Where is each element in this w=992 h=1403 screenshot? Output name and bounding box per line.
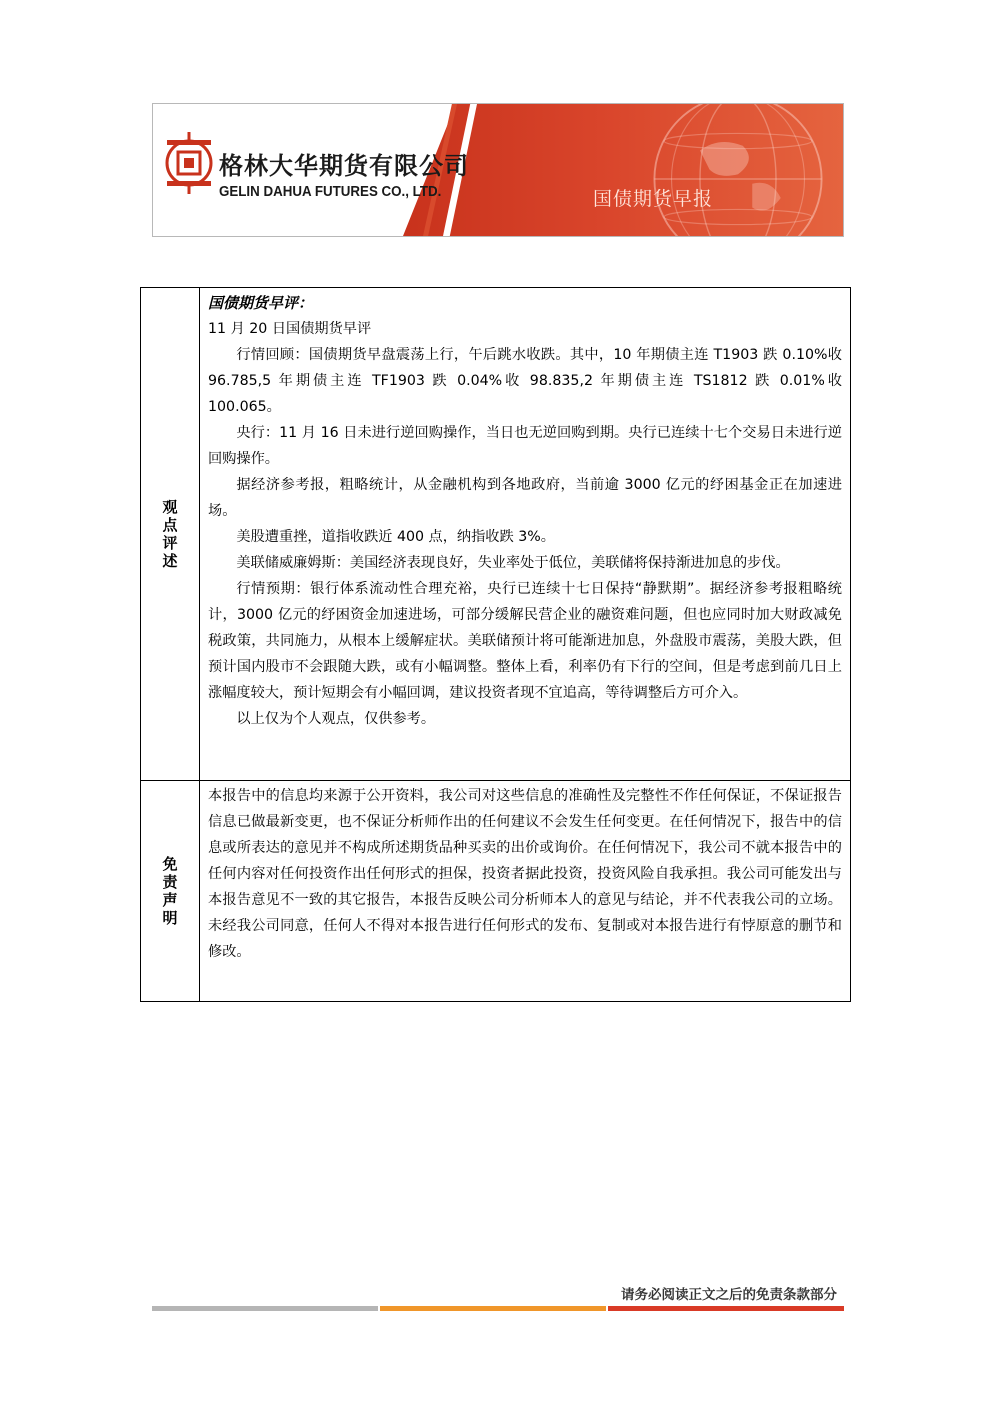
paragraph: 美联储威廉姆斯：美国经济表现良好，失业率处于低位，美联储将保持渐进加息的步伐。 xyxy=(236,555,790,571)
paragraph: 行情预期：银行体系流动性合理充裕，央行已连续十七日保持“静默期”。据经济参考报粗略统计，3000 亿元的纾困资金加速进场，可部分缓解民营企业的融资难问题，但也应同时加大财政减免税政策，共同施力，从根本上缓解症状。美联储预计将可能渐进加息，外盘股市震荡，美股大跌，但预计国内股市不会跟随大跌，或有小幅调整。整体上看，利率仍有下行的空间，但是考虑到前几日上涨幅度较大，预计短期会有小幅回调，建议投资者现不宜追高，等待调整后方可介入。 xyxy=(208,581,842,701)
report-title: 国债期货早报 xyxy=(592,188,713,210)
footer-bar-segment xyxy=(380,1306,606,1311)
disclaimer-cell xyxy=(200,781,851,1002)
globe-icon xyxy=(643,103,833,237)
company-name-cn: 格林大华期货有限公司 xyxy=(219,152,469,180)
paragraph: 央行：11 月 16 日未进行逆回购操作，当日也无逆回购到期。央行已连续十七个交易日未进行逆回购操作。 xyxy=(208,425,842,467)
company-logo-icon xyxy=(163,132,215,194)
date-line: 11 月 20 日国债期货早评 xyxy=(208,321,372,337)
section-label-cell xyxy=(141,781,200,1002)
paragraph: 据经济参考报，粗略统计，从金融机构到各地政府，当前逾 3000 亿元的纾困基金正在加速进场。 xyxy=(208,477,842,519)
report-table xyxy=(140,287,851,1002)
commentary-cell xyxy=(200,288,851,781)
section-label-cell xyxy=(141,288,200,781)
paragraph: 美股遭重挫，道指收跌近 400 点，纳指收跌 3%。 xyxy=(236,529,555,545)
header-banner xyxy=(152,103,844,237)
paragraph: 行情回顾：国债期货早盘震荡上行，午后跳水收跌。其中，10 年期债主连 T1903 跌 0.10%收 96.785,5 年期债主连 TF1903 跌 0.04%收 98.835,2 年期债主连 TS1812 跌 0.01%收 100.065。 xyxy=(208,347,842,415)
company-name-en: GELIN DAHUA FUTURES CO., LTD. xyxy=(219,184,442,200)
disclaimer-text: 本报告中的信息均来源于公开资料，我公司对这些信息的准确性及完整性不作任何保证，不保证报告信息已做最新变更，也不保证分析师作出的任何建议不会发生任何变更。在任何情况下，报告中的信息或所表达的意见并不构成所述期货品种买卖的出价或询价。在任何情况下，我公司不就本报告中的任何内容对任何投资作出任何形式的担保，投资者据此投资，投资风险自我承担。我公司可能发出与本报告意见不一致的其它报告，本报告反映公司分析师本人的意见与结论，并不代表我公司的立场。未经我公司同意，任何人不得对本报告进行任何形式的发布、复制或对本报告进行有悖原意的删节和修改。 xyxy=(208,788,842,960)
section-label: 免责声明 xyxy=(162,855,178,927)
footer-bar-segment xyxy=(152,1306,378,1311)
footer-note: 请务必阅读正文之后的免责条款部分 xyxy=(621,1287,837,1303)
section-label: 观点评述 xyxy=(162,498,178,570)
section-title: 国债期货早评： xyxy=(208,294,314,312)
footer-bar-segment xyxy=(608,1306,844,1311)
table-row xyxy=(141,781,851,1002)
table-row xyxy=(141,288,851,781)
paragraph: 以上仅为个人观点，仅供参考。 xyxy=(236,711,436,727)
